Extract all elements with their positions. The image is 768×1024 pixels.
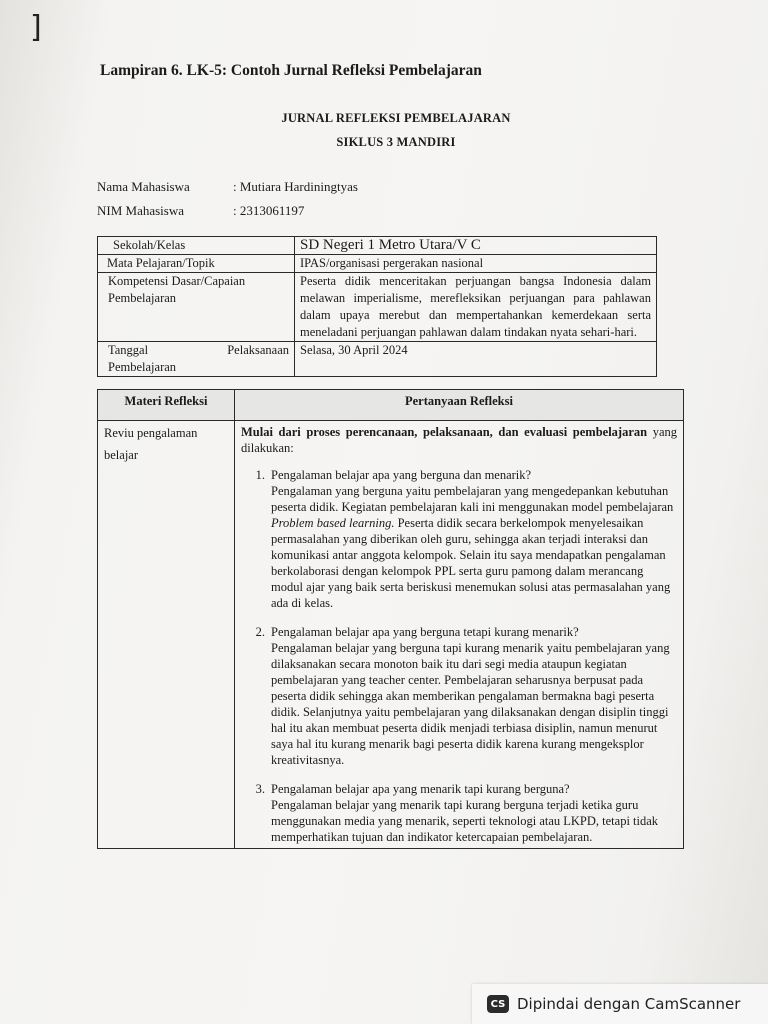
answer-3: Pengalaman belajar yang menarik tapi kurang berguna terjadi ketika guru menggunakan media yang menarik, seperti teknologi atau LKPD, tetapi tidak memperhatikan tujuan dan indikator ketercapaian pembelajaran. bbox=[271, 798, 659, 844]
reflection-item-2: 2. Pengalaman belajar apa yang berguna tetapi kurang menarik? Pengalaman belajar yang berguna tapi kurang menarik yaitu pembelajaran yang dilaksanakan secara monoton baik itu dari segi media ataupun kegiatan pembelajaran yang teacher center. Pembelajaran seharusnya berpusat pada peserta didik sehingga akan memberikan pengalaman bermakna bagi peserta didik. Selanjutnya yaitu pembelajaran yang dilaksanakan dengan disiplin tinggi hal itu akan membuat peserta didik menjadi terbiasa disiplin, namun menurut saya hal itu kurang menarik bagi peserta didik karena kurang mengeksplor kreativitasnya. bbox=[241, 624, 677, 768]
camscanner-logo-icon: CS bbox=[487, 995, 509, 1013]
reflection-item-1: 1. Pengalaman belajar apa yang berguna dan menarik? Pengalaman yang berguna yaitu pembelajaran yang mengedepankan kebutuhan peserta didik. Kegiatan pembelajaran kali ini menggunakan model pembelajaran Problem based learning. Peserta didik secara berkelompok menyelesaikan permasalahan yang diberikan oleh guru, sehingga akan terjadi interaksi dan komunikasi antar anggota kelompok. Selain itu saya mendapatkan pengalaman berkolaborasi dengan kelompok PPL serta guru pamong dalam merancang modul ajar yang baik serta beriskusi menemukan solusi atas permasalahan yang ada di kelas. bbox=[241, 467, 677, 611]
reflection-header-row bbox=[98, 390, 684, 421]
student-name-row bbox=[97, 179, 358, 195]
info-table bbox=[97, 236, 657, 377]
info-row-competency bbox=[98, 273, 657, 342]
question-1: Pengalaman belajar apa yang berguna dan menarik? bbox=[271, 468, 532, 482]
student-nim-label: NIM Mahasiswa bbox=[97, 203, 185, 218]
materi-header: Materi Refleksi bbox=[98, 390, 235, 421]
info-row-subject bbox=[98, 255, 657, 273]
reflection-body-row bbox=[98, 421, 684, 849]
competency-value: Peserta didik menceritakan perjuangan bangsa Indonesia dalam melawan imperialisme, merefleksikan perjuangan para pahlawan dalam upaya merebut dan mempertahankan kemerdekaan serta meneladani perjuangan pahlawan dalam tindakan nyata sehari-hari. bbox=[295, 273, 657, 342]
pertanyaan-cell bbox=[235, 421, 684, 849]
reflection-table bbox=[97, 389, 684, 849]
answer-2: Pengalaman belajar yang berguna tapi kurang menarik yaitu pembelajaran yang dilaksanakan secara monoton baik itu dari segi media ataupun kegiatan pembelajaran yang teacher center. Pembelajaran seharusnya berpusat pada peserta didik sehingga akan memberikan pengalaman bermakna bagi peserta didik. Selanjutnya yaitu pembelajaran yang dilaksanakan dengan disiplin tinggi hal itu akan membuat peserta didik menjadi terbiasa disiplin, namun menurut saya hal itu kurang menarik bagi peserta didik karena kurang mengeksplor kreativitasnya. bbox=[271, 641, 670, 767]
reflection-intro: Mulai dari proses perencanaan, pelaksanaan, dan evaluasi pembelajaran yang dilakukan: bbox=[241, 425, 677, 455]
question-2: Pengalaman belajar apa yang berguna tetapi kurang menarik? bbox=[271, 625, 579, 639]
camscanner-watermark bbox=[472, 984, 768, 1024]
student-name-label: Nama Mahasiswa bbox=[97, 179, 190, 194]
student-nim-value: : 2313061197 bbox=[233, 203, 305, 218]
date-label: Tanggal Pelaksanaan Pembelajaran bbox=[98, 342, 295, 377]
subject-label: Mata Pelajaran/Topik bbox=[98, 255, 295, 273]
school-value: SD Negeri 1 Metro Utara/V C bbox=[295, 237, 657, 255]
student-name-value: : Mutiara Hardiningtyas bbox=[233, 179, 358, 194]
subject-value: IPAS/organisasi pergerakan nasional bbox=[295, 255, 657, 273]
answer-1: Pengalaman yang berguna yaitu pembelajaran yang mengedepankan kebutuhan peserta didik. Kegiatan pembelajaran kali ini menggunakan model pembelajaran Problem based learning. Peserta didik secara berkelompok menyelesaikan permasalahan yang diberikan oleh guru, sehingga akan terjadi interaksi dan komunikasi antar anggota kelompok. Selain itu saya mendapatkan pengalaman berkolaborasi dengan kelompok PPL serta guru pamong dalam merancang modul ajar yang baik serta beriskusi menemukan solusi atas permasalahan yang ada di kelas. bbox=[271, 484, 674, 610]
materi-cell: Reviu pengalaman belajar bbox=[98, 421, 235, 849]
date-value: Selasa, 30 April 2024 bbox=[295, 342, 657, 377]
school-label: Sekolah/Kelas bbox=[98, 237, 295, 255]
reflection-item-3: 3. Pengalaman belajar apa yang menarik tapi kurang berguna? Pengalaman belajar yang menarik tapi kurang berguna terjadi ketika guru menggunakan media yang menarik, seperti teknologi atau LKPD, tetapi tidak memperhatikan tujuan dan indikator ketercapaian pembelajaran. bbox=[241, 781, 677, 845]
journal-title: JURNAL REFLEKSI PEMBELAJARAN bbox=[281, 111, 511, 125]
appendix-heading: Lampiran 6. LK-5: Contoh Jurnal Refleksi Pembelajaran bbox=[100, 62, 482, 79]
question-3: Pengalaman belajar apa yang menarik tapi kurang berguna? bbox=[271, 782, 570, 796]
competency-label: Kompetensi Dasar/Capaian Pembelajaran bbox=[98, 273, 295, 342]
margin-bracket-mark: ] bbox=[30, 10, 42, 45]
info-row-date bbox=[98, 342, 657, 377]
student-nim-row bbox=[97, 203, 304, 219]
info-row-school bbox=[98, 237, 657, 255]
pertanyaan-header: Pertanyaan Refleksi bbox=[235, 390, 684, 421]
journal-subtitle: SIKLUS 3 MANDIRI bbox=[336, 135, 456, 149]
camscanner-text: Dipindai dengan CamScanner bbox=[517, 995, 741, 1013]
